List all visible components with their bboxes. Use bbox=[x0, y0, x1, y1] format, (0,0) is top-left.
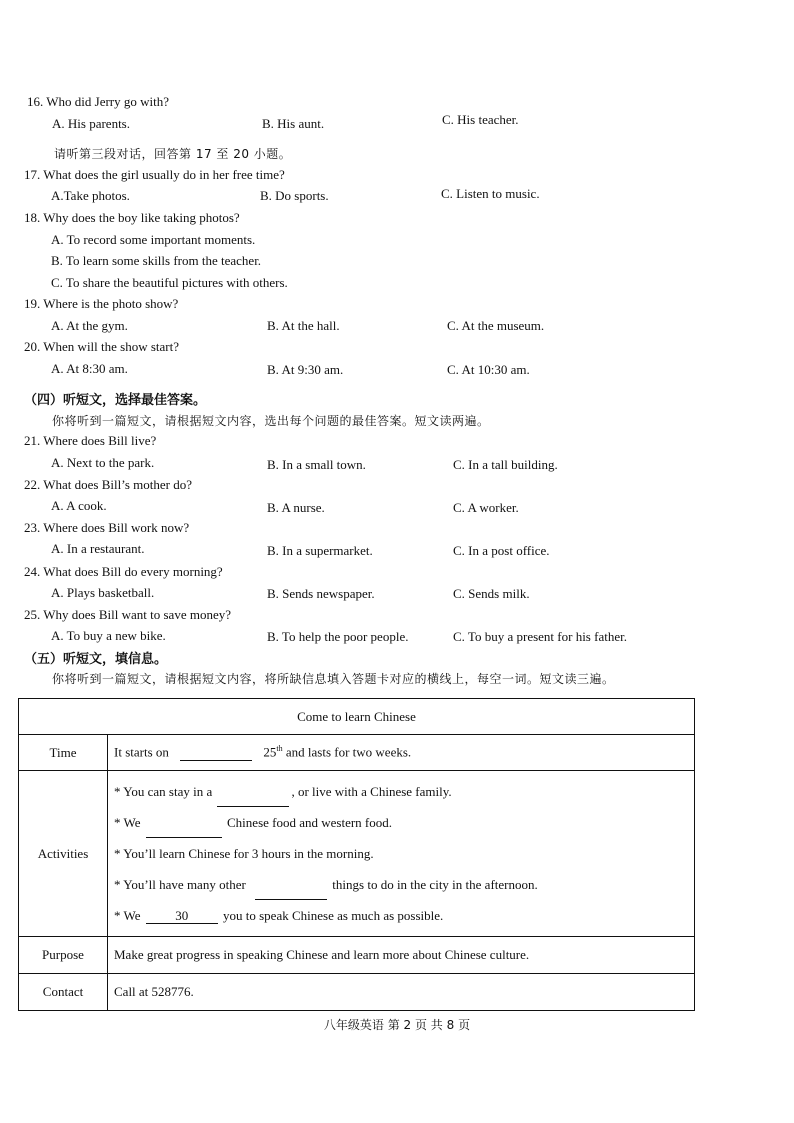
question-21-option-c: C. In a tall building. bbox=[453, 457, 558, 472]
activity-4-blank[interactable] bbox=[255, 887, 327, 900]
question-16-option-b: B. His aunt. bbox=[262, 116, 325, 131]
section-4-instruction: 你将听到一篇短文，请根据短文内容，选出每个问题的最佳答案。短文读两遍。 bbox=[52, 414, 490, 428]
table-row-time bbox=[19, 735, 695, 771]
question-22-option-b: B. A nurse. bbox=[267, 500, 325, 515]
purpose-label: Purpose bbox=[19, 937, 108, 974]
question-23-option-a: A. In a restaurant. bbox=[51, 541, 145, 556]
time-superscript: th bbox=[276, 744, 283, 754]
contact-text: Call at 528776. bbox=[108, 974, 695, 1011]
time-number: 25 bbox=[263, 744, 277, 760]
question-25-stem: 25. Why does Bill want to save money? bbox=[24, 607, 232, 622]
question-20-option-c: C. At 10:30 am. bbox=[447, 362, 530, 377]
question-19-stem: 19. Where is the photo show? bbox=[24, 296, 179, 311]
table-title-row bbox=[19, 699, 695, 735]
activity-1 bbox=[114, 776, 688, 807]
question-18-stem: 18. Why does the boy like taking photos? bbox=[24, 210, 240, 225]
activities-label: Activities bbox=[19, 771, 108, 937]
activity-2-pre: * We bbox=[114, 815, 141, 830]
time-text-post: and lasts for two weeks. bbox=[282, 744, 412, 760]
activities-cell bbox=[108, 771, 695, 937]
activity-5-filled-blank[interactable]: 30 bbox=[146, 909, 218, 924]
question-22-stem: 22. What does Bill’s mother do? bbox=[24, 477, 193, 492]
activity-1-blank[interactable] bbox=[217, 794, 289, 807]
question-22-option-a: A. A cook. bbox=[51, 498, 107, 513]
question-24-option-a: A. Plays basketball. bbox=[51, 585, 155, 600]
question-17-stem: 17. What does the girl usually do in her free time? bbox=[24, 167, 285, 182]
question-18-option-c: C. To share the beautiful pictures with others. bbox=[51, 275, 288, 290]
activity-4 bbox=[114, 869, 688, 900]
question-16-stem: 16. Who did Jerry go with? bbox=[27, 94, 170, 109]
activity-3: * You’ll learn Chinese for 3 hours in the morning. bbox=[114, 846, 374, 861]
table-row-contact bbox=[19, 974, 695, 1011]
table-title: Come to learn Chinese bbox=[19, 699, 695, 735]
time-label: Time bbox=[19, 735, 108, 771]
dialog-3-instruction: 请听第三段对话，回答第 17 至 20 小题。 bbox=[54, 147, 292, 161]
section-5-instruction: 你将听到一篇短文，请根据短文内容，将所缺信息填入答题卡对应的横线上，每空一词。短文读三遍。 bbox=[52, 672, 615, 686]
table-row-purpose bbox=[19, 937, 695, 974]
question-21-stem: 21. Where does Bill live? bbox=[24, 433, 157, 448]
question-24-option-b: B. Sends newspaper. bbox=[267, 586, 375, 601]
question-21-option-b: B. In a small town. bbox=[267, 457, 366, 472]
time-cell bbox=[108, 735, 695, 771]
activity-1-pre: * You can stay in a bbox=[114, 784, 213, 799]
activity-2 bbox=[114, 807, 688, 838]
activity-1-post: , or live with a Chinese family. bbox=[291, 784, 452, 799]
question-20-option-b: B. At 9:30 am. bbox=[267, 362, 344, 377]
question-16-option-c: C. His teacher. bbox=[442, 112, 519, 127]
question-23-option-b: B. In a supermarket. bbox=[267, 543, 373, 558]
page-footer: 八年级英语 第 2 页 共 8 页 bbox=[323, 1018, 471, 1032]
activity-5-post: you to speak Chinese as much as possible. bbox=[219, 908, 444, 923]
activity-5-pre: * We bbox=[114, 908, 141, 923]
question-18-option-a: A. To record some important moments. bbox=[51, 232, 256, 247]
question-16-option-a: A. His parents. bbox=[52, 116, 130, 131]
table-row-activities bbox=[19, 771, 695, 937]
question-19-option-b: B. At the hall. bbox=[267, 318, 340, 333]
question-20-stem: 20. When will the show start? bbox=[24, 339, 180, 354]
question-17-option-a: A.Take photos. bbox=[51, 188, 130, 203]
question-19-option-a: A. At the gym. bbox=[51, 318, 128, 333]
question-17-option-c: C. Listen to music. bbox=[441, 186, 540, 201]
question-24-stem: 24. What does Bill do every morning? bbox=[24, 564, 223, 579]
question-23-stem: 23. Where does Bill work now? bbox=[24, 520, 190, 535]
question-25-option-b: B. To help the poor people. bbox=[267, 629, 409, 644]
question-23-option-c: C. In a post office. bbox=[453, 543, 550, 558]
activity-2-blank[interactable] bbox=[146, 825, 222, 838]
purpose-text: Make great progress in speaking Chinese and learn more about Chinese culture. bbox=[108, 937, 695, 974]
question-25-option-a: A. To buy a new bike. bbox=[51, 628, 166, 643]
section-5-title: （五）听短文，填信息。 bbox=[24, 652, 168, 667]
info-table bbox=[18, 698, 695, 1011]
activity-4-post: things to do in the city in the afternoon. bbox=[329, 877, 538, 892]
question-17-option-b: B. Do sports. bbox=[260, 188, 329, 203]
activity-2-post: Chinese food and western food. bbox=[223, 815, 393, 830]
question-22-option-c: C. A worker. bbox=[453, 500, 519, 515]
contact-label: Contact bbox=[19, 974, 108, 1011]
activity-5 bbox=[114, 900, 688, 931]
question-24-option-c: C. Sends milk. bbox=[453, 586, 530, 601]
question-19-option-c: C. At the museum. bbox=[447, 318, 545, 333]
question-18-option-b: B. To learn some skills from the teacher. bbox=[51, 253, 262, 268]
question-20-option-a: A. At 8:30 am. bbox=[51, 361, 128, 376]
section-4-title: （四）听短文，选择最佳答案。 bbox=[24, 393, 207, 408]
question-25-option-c: C. To buy a present for his father. bbox=[453, 629, 627, 644]
question-21-option-a: A. Next to the park. bbox=[51, 455, 155, 470]
time-text-pre: It starts on bbox=[114, 744, 169, 760]
time-blank[interactable] bbox=[180, 748, 252, 761]
activity-4-pre: * You’ll have many other bbox=[114, 877, 246, 892]
